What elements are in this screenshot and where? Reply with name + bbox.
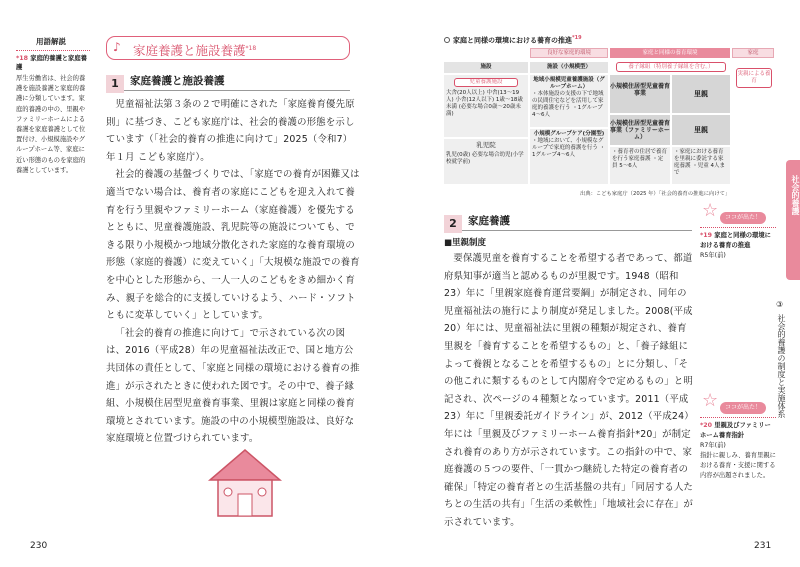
cell-family-home: 小規模住居型児童養育事業 bbox=[610, 75, 670, 113]
cell-family-home-detail: ・養育者の住居で養育を行う家庭養護 ・定員 5〜6人 bbox=[610, 147, 670, 184]
house-illustration bbox=[200, 440, 290, 520]
figure-title-sup: *19 bbox=[572, 35, 582, 41]
note-text: 指針に親しみ、養育里親における養育・支援に関する内容が出題されました。 bbox=[700, 452, 776, 479]
chiiki-label: 地域小規模児童養護施設（グループホーム） bbox=[533, 77, 605, 90]
cell-satooya: 里親 bbox=[672, 75, 730, 113]
section-title: 家庭養護 bbox=[468, 215, 510, 227]
paragraph: 児童福祉法第３条の２で明確にされた「家庭養育優先原則」に基づき、こども家庭庁は、社会的養護の形態を示しています（「社会的養育の推進に向けて」2025（令和7）年１月 こども家庭庁）。 bbox=[106, 99, 355, 163]
adoption-tag: 養子縁組（特別養子縁組を含む。） bbox=[616, 62, 726, 72]
right-body-text bbox=[444, 250, 694, 532]
note-term-num: *19 bbox=[700, 232, 713, 239]
section-heading-1 bbox=[106, 72, 350, 91]
chapter-title bbox=[133, 41, 256, 59]
note-term-num: *20 bbox=[700, 422, 713, 429]
band-good-environment: 良好な家庭的環境 bbox=[530, 48, 608, 58]
nyuji-detail: 乳児(0歳) 必要な場合幼児(小学校就学前) bbox=[446, 152, 524, 165]
cell-nyuji bbox=[444, 139, 528, 184]
header-facility: 施設 bbox=[444, 62, 528, 73]
band-home: 家庭 bbox=[732, 48, 774, 58]
shoukibo-care-label: 小規模グループケア(分園型) bbox=[533, 131, 605, 137]
section-heading-2 bbox=[444, 212, 692, 231]
figure-title-text: 家庭と同様の環境における養育の推進 bbox=[453, 36, 572, 45]
chapter-title-box bbox=[106, 36, 350, 60]
glossary-text: 厚生労働省は、社会的養護を施設養護と家庭的養護に分類しています。家庭的養護の中の、里親やファミリーホームによる養護を家庭養護として位置付け、小規模施設やグループホーム等、家庭に近い形態のものを家庭的養護としています。 bbox=[16, 75, 86, 174]
jido-detail: 大舎(20人以上) 中舎(13〜19人) 小舎(12人以下) 1歳〜18歳未満 (必要な場合0歳〜20歳未満) bbox=[446, 90, 523, 117]
note-year: R7年(前) bbox=[700, 442, 726, 449]
star-icon: ☆ bbox=[702, 390, 719, 411]
note-term bbox=[700, 421, 776, 441]
note-term-text: 家庭と同様の環境における養育の推進 bbox=[700, 232, 771, 249]
exam-note-1 bbox=[700, 200, 776, 261]
side-chapter-subtitle: 社会的養護の制度と実施体系 bbox=[777, 314, 786, 418]
cell-satooya-2: 里親 bbox=[672, 115, 730, 145]
page-number-right: 231 bbox=[754, 541, 772, 551]
exam-badge: ココが出た！ bbox=[720, 212, 766, 224]
paragraph: 社会的養護の基盤づくりでは、「家庭での養育が困難又は適当でない場合は、養育者の家庭にこどもを迎え入れて養育を行う里親やファミリーホーム（家庭養護）を優先するとともに、児童養護施設、乳児院等の施設についても、できる限り小規模かつ地域分散化された家庭的な養育環境の形態（家庭的養護）に変えていく」「大規模な施設での養育を中心とした形態から、一人一人のこどもをきめ細かく育み、親子を総合的に支援していけるよう、ハード・ソフトともに変革していく」としています。 bbox=[106, 169, 360, 322]
section-number: 2 bbox=[444, 215, 462, 233]
glossary-divider bbox=[16, 50, 90, 51]
jido-label: 児童養護施設 bbox=[454, 78, 518, 87]
glossary-term-num: *18 bbox=[16, 55, 29, 62]
star-icon: ☆ bbox=[702, 200, 719, 221]
band-same-environment: 家庭と同様の養育環境 bbox=[610, 48, 730, 58]
cell-shoukibo-care bbox=[530, 129, 608, 184]
left-body-text bbox=[106, 96, 360, 448]
figure-diagram bbox=[444, 48, 774, 188]
chapter-title-text: 家庭養護と施設養護 bbox=[133, 43, 246, 58]
section-title: 家庭養護と施設養護 bbox=[130, 75, 225, 87]
nyuji-label: 乳児院 bbox=[476, 141, 496, 149]
glossary-header: 用語解説 bbox=[36, 37, 66, 46]
exam-note-2 bbox=[700, 390, 776, 481]
note-term-text: 里親及びファミリーホーム養育指針 bbox=[700, 422, 771, 439]
side-chapter-number: ③ bbox=[776, 300, 784, 309]
note-term bbox=[700, 231, 776, 251]
header-facility-small: 施設（小規模型） bbox=[530, 62, 608, 73]
music-note-icon: ♪ bbox=[113, 40, 121, 54]
cell-chiiki bbox=[530, 75, 608, 127]
paragraph: 「社会的養育の推進に向けて」で示されている次の図は、2016（平成28）年の児童福祉法改正で、国と地方公共団体の責任として、「家庭と同様の環境における養育の推進」が示されたときに使われた図です。その中で、養子縁組、小規模住居型児童養育事業、里親は家庭と同様の養育環境とされています。施設の中の小規模型施設は、良好な家庭環境と位置づけられています。 bbox=[106, 327, 360, 445]
cell-satooya-detail: ・家庭における養育を里親に委託する家庭養護 ・児童 4人まで bbox=[672, 147, 730, 184]
exam-badge: ココが出た！ bbox=[720, 402, 766, 414]
side-tab-label: 社会的養護 bbox=[791, 175, 800, 215]
chapter-title-sup: *18 bbox=[245, 44, 257, 52]
subheading: ■里親制度 bbox=[444, 238, 487, 248]
cell-jido bbox=[444, 75, 528, 137]
section-number: 1 bbox=[106, 75, 124, 93]
figure-source: 出典：こども家庭庁（2025 年）「社会的養育の推進に向けて」 bbox=[580, 191, 731, 197]
shoukibo-care-detail: ・地域において、小規模なグループで家庭的養護を行う ・1グループ4〜6人 bbox=[532, 138, 606, 158]
chiiki-detail: ・本体施設の支援の下で地域の民間住宅などを活用して家庭的養護を行う ・1グループ4〜6人 bbox=[532, 91, 604, 118]
page-number-left: 230 bbox=[30, 541, 48, 551]
figure-title bbox=[444, 35, 582, 45]
real-parent-tag: 実親による養育 bbox=[736, 68, 772, 88]
glossary-term-text: 家庭的養護と家庭養護 bbox=[16, 55, 87, 71]
paragraph: 要保護児童を養育することを希望する者であって、都道府県知事が適当と認めるものが里親です。1948（昭和23）年に「里親家庭養育運営要綱」が制定され、同年の児童福祉法の施行により制度が発足しました。2008(平成20）年には、児童福祉法に里親の種類が規定され、養育里親を「養育することを希望するもの」と、「養子縁組によって養親となることを希望するもの」とに分類し、「その他これに類するものとして内閣府令で定めるもの」と明記され、次ページの４種類となっています。2011（平成23）年に「里親委託ガイドライン」が、2012（平成24）年には「里親及びファミリーホーム養育指針*20」が制定され養育のあり方が示されています。この指針の中で、家庭養護の５つの要件、「一貫かつ継続した特定の養育者の確保」「特定の養育者との生活基盤の共有」「同居する人たちとの生活の共有」「生活の柔軟性」「地域社会に存在」が示されています。 bbox=[444, 253, 694, 528]
circle-bullet-icon bbox=[444, 37, 450, 43]
glossary-term bbox=[16, 54, 90, 72]
glossary-box bbox=[16, 36, 90, 176]
note-year: R5年(前) bbox=[700, 252, 726, 259]
cell-family-home-2: 小規模住居型児童養育事業（ファミリーホーム） bbox=[610, 115, 670, 145]
